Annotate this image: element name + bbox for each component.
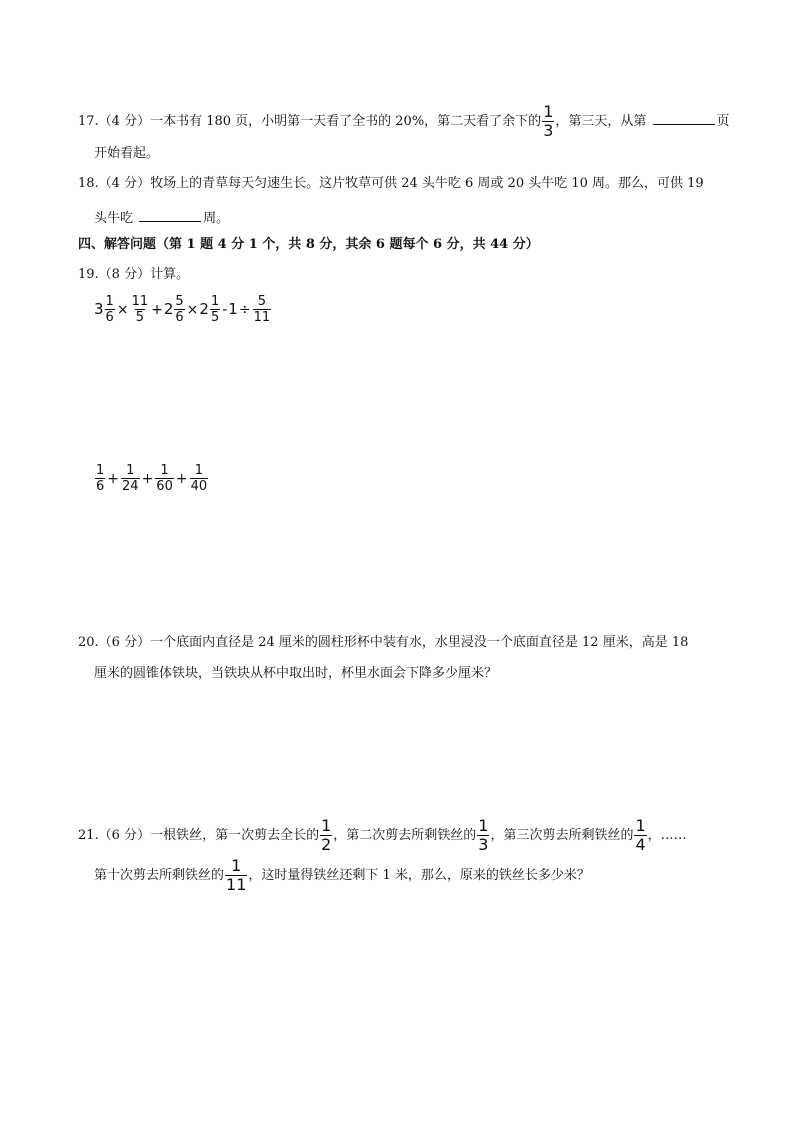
q20-text-line1: 20.（6 分）一个底面内直径是 24 厘米的圆柱形杯中装有水，水里浸没一个底面直径是 12 厘米，高是 18 xyxy=(78,635,689,650)
fraction xyxy=(95,464,105,493)
fraction-denominator: 6 xyxy=(96,479,105,494)
mixed-whole: 2 xyxy=(163,300,174,318)
q17-text-part3: 页 xyxy=(716,114,730,129)
fraction xyxy=(131,295,150,324)
times-operator: × xyxy=(116,301,129,318)
q21-text-1: 21.（6 分）一根铁丝，第一次剪去全长的 xyxy=(78,828,320,843)
fraction xyxy=(155,464,174,493)
q17-line2 xyxy=(94,147,159,160)
fraction xyxy=(477,818,489,853)
q19-expression-1 xyxy=(94,295,272,324)
q20-line1 xyxy=(78,636,688,649)
q21-text-2: ，第二次剪去所剩铁丝的 xyxy=(333,828,477,843)
fraction xyxy=(225,858,247,893)
q21-text-line2b: ，这时量得铁丝还剩下 1 米，那么，原来的铁丝长多少米？ xyxy=(248,868,590,883)
mixed-whole: 3 xyxy=(94,300,104,318)
q21-text-4: ，…… xyxy=(647,828,687,843)
fraction xyxy=(121,464,140,493)
fraction xyxy=(174,295,184,324)
q17-fraction xyxy=(542,104,554,139)
q18-text-line2b: 周。 xyxy=(203,211,230,226)
fraction-denominator: 4 xyxy=(635,835,646,854)
fraction-numerator: 1 xyxy=(210,294,220,309)
fraction-denominator: 2 xyxy=(321,835,332,854)
q18-line2 xyxy=(94,208,229,225)
q17-text-part2: ，第三天，从第 xyxy=(555,114,647,129)
plus-operator: + xyxy=(141,470,154,487)
fraction-denominator: 3 xyxy=(478,835,489,854)
fraction xyxy=(634,818,646,853)
plus-operator: + xyxy=(175,470,188,487)
fraction-denominator: 11 xyxy=(226,875,247,894)
q20-line2 xyxy=(94,667,497,680)
q17-text-line2: 开始看起。 xyxy=(94,146,160,161)
fraction-numerator: 1 xyxy=(635,816,646,835)
plus-operator: + xyxy=(107,470,120,487)
plus-operator: + xyxy=(151,301,163,318)
fraction xyxy=(253,295,272,324)
times-operator: × xyxy=(186,301,199,318)
integer: 1 xyxy=(228,300,238,318)
fraction-denominator: 40 xyxy=(190,479,208,494)
fraction-numerator: 1 xyxy=(194,463,203,478)
q20-text-line2: 厘米的圆锥体铁块，当铁块从杯中取出时，杯里水面会下降多少厘米？ xyxy=(94,666,498,681)
fraction-numerator: 11 xyxy=(131,294,149,309)
fraction-numerator: 1 xyxy=(478,816,489,835)
fraction xyxy=(210,295,220,324)
mixed-whole: 2 xyxy=(199,300,209,318)
fraction-numerator: 1 xyxy=(231,856,242,875)
fraction-numerator: 1 xyxy=(105,294,114,309)
fraction xyxy=(105,295,115,324)
fraction xyxy=(190,464,209,493)
q18-text-line2a: 头牛吃 xyxy=(94,211,134,226)
q19-title xyxy=(78,268,189,281)
q21-line1 xyxy=(78,818,687,853)
q17-text-part1: 17.（4 分）一本书有 180 页，小明第一天看了全书的 20%，第二天看了余下的 xyxy=(78,114,542,129)
fraction-denominator: 5 xyxy=(210,310,220,325)
fraction-denominator: 11 xyxy=(253,310,271,325)
fraction-numerator: 5 xyxy=(175,294,184,309)
q18-text-line1: 18.（4 分）牧场上的青草每天匀速生长。这片牧草可供 24 头牛吃 6 周或 20 头牛吃 10 周。那么，可供 19 xyxy=(78,176,704,191)
fraction-numerator: 1 xyxy=(321,816,332,835)
fraction-numerator: 1 xyxy=(96,463,105,478)
fraction xyxy=(320,818,332,853)
fraction-numerator: 1 xyxy=(126,463,135,478)
section4-heading-text: 四、解答问题（第 1 题 4 分 1 个，共 8 分，其余 6 题每个 6 分，共 44 分） xyxy=(78,237,539,252)
fraction-numerator: 1 xyxy=(543,102,554,121)
q21-line2 xyxy=(94,858,590,893)
fraction-denominator: 60 xyxy=(156,479,173,494)
divide-operator: ÷ xyxy=(238,301,251,318)
q18-line1 xyxy=(78,177,704,190)
fraction-denominator: 5 xyxy=(135,310,144,325)
q17-line1 xyxy=(78,104,730,139)
q19-expression-2 xyxy=(94,464,209,493)
q17-answer-blank[interactable] xyxy=(653,111,715,125)
fraction-numerator: 1 xyxy=(160,463,169,478)
minus-operator: - xyxy=(222,301,228,318)
q19-title-text: 19.（8 分）计算。 xyxy=(78,267,190,282)
q21-text-3: ，第三次剪去所剩铁丝的 xyxy=(490,828,634,843)
fraction-denominator: 24 xyxy=(122,479,139,494)
q21-text-line2a: 第十次剪去所剩铁丝的 xyxy=(94,868,225,883)
fraction-denominator: 6 xyxy=(175,310,184,325)
fraction-denominator: 3 xyxy=(543,121,554,140)
fraction-numerator: 5 xyxy=(257,294,266,309)
section4-heading xyxy=(78,238,539,251)
fraction-denominator: 6 xyxy=(105,310,114,325)
q18-answer-blank[interactable] xyxy=(139,208,201,222)
